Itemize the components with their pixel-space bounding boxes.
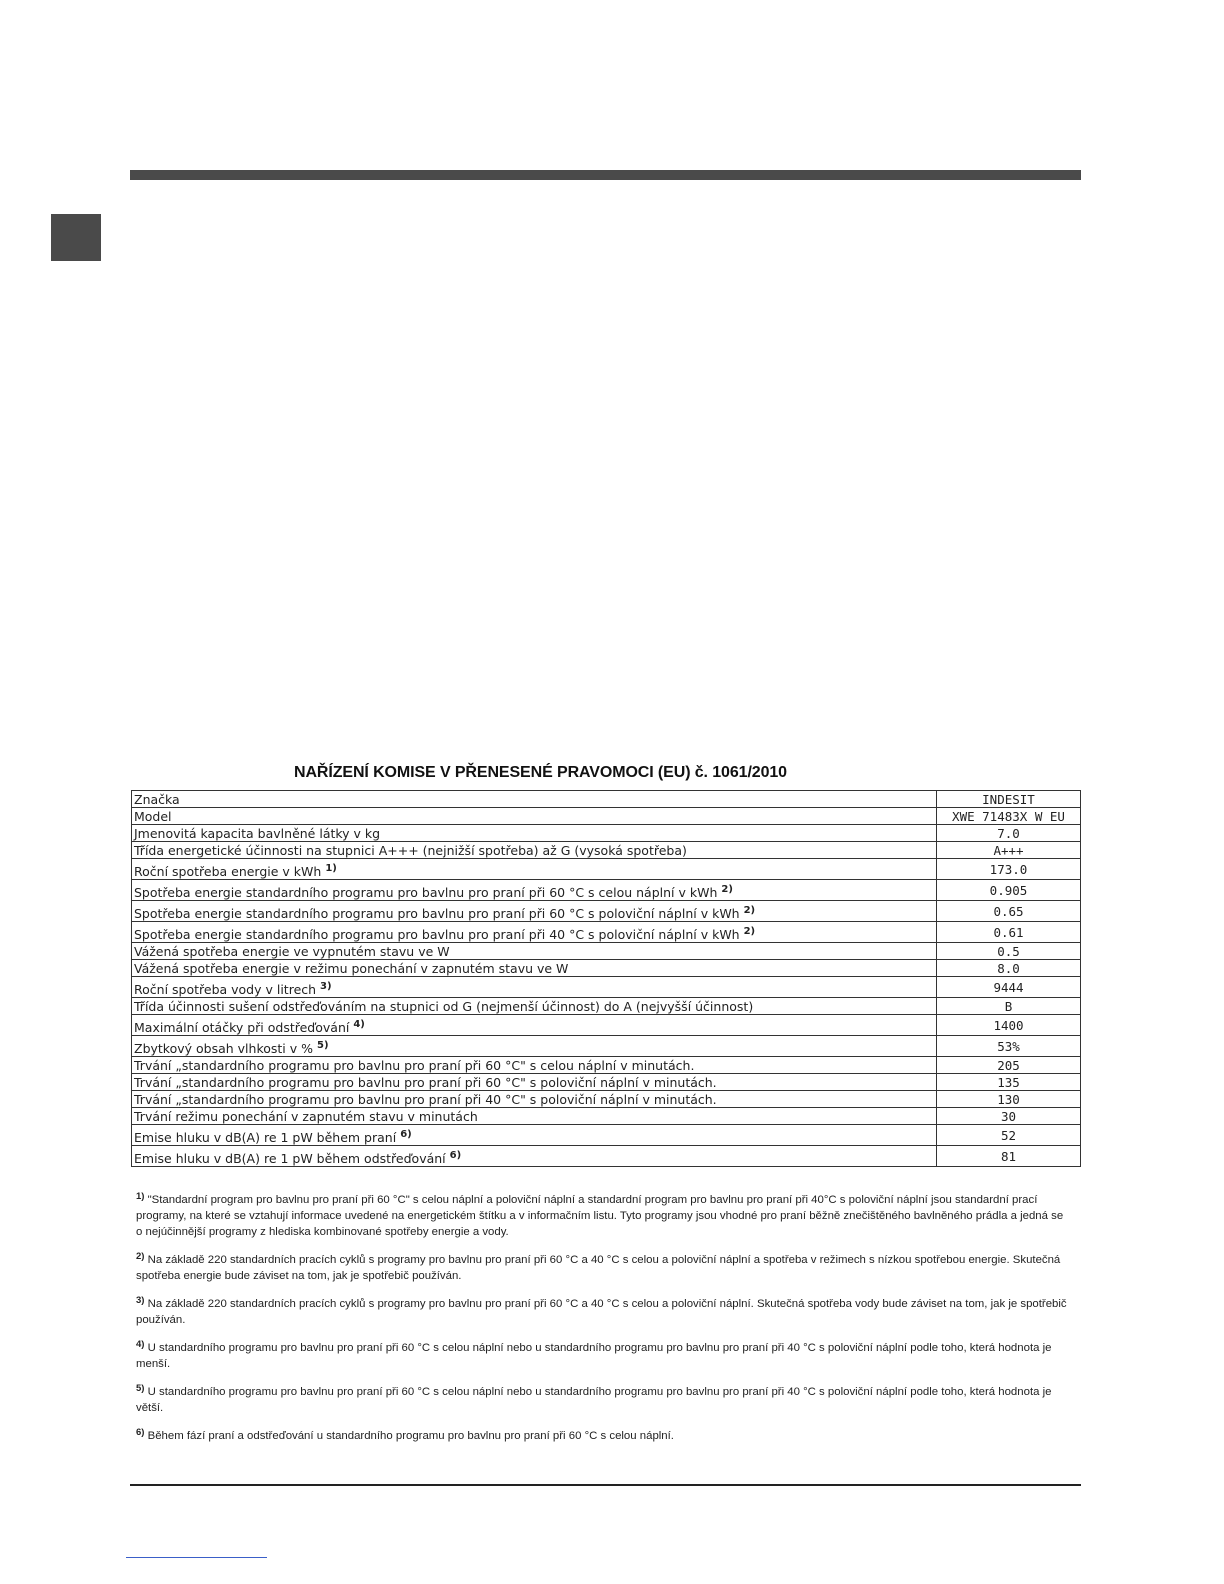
table-row [132,1074,1081,1091]
row-value: B [937,998,1081,1015]
row-value: 8.0 [937,960,1081,977]
row-label [132,960,937,977]
row-label-text: Trvání „standardního programu pro bavlnu pro praní při 60 °C" s poloviční náplní v minutách. [134,1074,717,1090]
table-row [132,825,1081,842]
row-value: 1400 [937,1015,1081,1036]
table-row [132,859,1081,880]
footnote [136,1340,1071,1372]
footnote-mark: 4) [136,1339,145,1350]
bottom-rule [130,1484,1081,1486]
row-value: 205 [937,1057,1081,1074]
row-label-text: Vážená spotřeba energie ve vypnutém stavu ve W [134,943,450,959]
row-label [132,977,937,998]
footnote [136,1192,1071,1240]
row-value: 53% [937,1036,1081,1057]
table-row [132,1057,1081,1074]
row-value: A+++ [937,842,1081,859]
row-label [132,825,937,842]
table-row [132,842,1081,859]
row-label [132,1146,937,1167]
row-label-text: Zbytkový obsah vlhkosti v % [134,1041,313,1056]
table-row [132,791,1081,808]
footnote-ref: 5) [316,1040,329,1051]
footnote-text: Na základě 220 standardních pracích cyklů s programy pro bavlnu pro praní při 60 °C a 40 °C s celou a poloviční náplní. Skutečná spotřeba vody bude záviset na tom, jak je spotřebič používán. [136,1298,1067,1326]
row-label [132,880,937,901]
row-label [132,859,937,880]
footnote-mark: 2) [136,1251,145,1262]
row-label-text: Maximální otáčky při odstřeďování [134,1020,350,1035]
page-link-underline [126,1557,267,1558]
footnote-ref: 4) [353,1019,365,1030]
footnote-mark: 3) [136,1295,145,1306]
row-label-text: Jmenovitá kapacita bavlněné látky v kg [134,825,381,841]
row-value: INDESIT [937,791,1081,808]
top-rule [130,170,1081,180]
footnote [136,1296,1071,1328]
row-label [132,1108,937,1125]
table-row [132,1015,1081,1036]
footnote-ref: 2) [721,884,733,895]
footnote-text: Na základě 220 standardních pracích cyklů s programy pro bavlnu pro praní při 60 °C a 40 °C s celou a poloviční náplní a spotřeba v režimech s nízkou spotřebou energie. Skutečná spotřeba energie bude záviset na tom, jak je spotřebič používán. [136,1254,1061,1282]
row-value: 0.65 [937,901,1081,922]
row-label [132,1074,937,1091]
footnote-ref: 6) [449,1150,462,1161]
row-label [132,808,937,825]
row-label-text: Spotřeba energie standardního programu pro bavlnu pro praní při 60 °C s poloviční náplní v kWh [134,906,740,921]
footnote-text: Během fází praní a odstřeďování u standardního programu pro bavlnu pro praní při 60 °C s celou náplní. [147,1430,674,1442]
row-label [132,1015,937,1036]
table-row [132,998,1081,1015]
row-value: 0.5 [937,943,1081,960]
row-label-text: Značka [134,791,180,807]
table-row [132,922,1081,943]
row-label [132,943,937,960]
row-value: 0.905 [937,880,1081,901]
table-row [132,1108,1081,1125]
footnote-text: U standardního programu pro bavlnu pro praní při 60 °C s celou náplní nebo u standardního programu pro bavlnu pro praní při 40 °C s poloviční náplní podle toho, která hodnota je menší. [136,1342,1052,1370]
row-label [132,842,937,859]
row-value: 9444 [937,977,1081,998]
table-row [132,880,1081,901]
footnotes [136,1192,1071,1456]
row-value: 30 [937,1108,1081,1125]
table-row [132,1146,1081,1167]
row-label [132,1036,937,1057]
spec-table [131,790,1081,1167]
table-row [132,1091,1081,1108]
footnote [136,1428,1071,1444]
row-value: 81 [937,1146,1081,1167]
footnote [136,1252,1071,1284]
side-tab-marker [51,214,101,261]
footnote-ref: 3) [320,981,332,992]
row-value: 52 [937,1125,1081,1146]
footnote [136,1384,1071,1416]
row-label-text: Třída energetické účinnosti na stupnici A+++ (nejnižší spotřeba) až G (vysoká spotřeba) [134,842,687,858]
table-row [132,1036,1081,1057]
row-label-text: Emise hluku v dB(A) re 1 pW během odstřeďování [134,1151,446,1166]
row-label-text: Třída účinnosti sušení odstřeďováním na stupnici od G (nejmenší účinnost) do A (nejvyšší účinnost) [134,998,754,1014]
row-value: XWE 71483X W EU [937,808,1081,825]
table-row [132,808,1081,825]
row-value: 173.0 [937,859,1081,880]
row-label [132,1091,937,1108]
row-label-text: Trvání režimu ponechání v zapnutém stavu v minutách [134,1108,478,1124]
footnote-mark: 5) [136,1383,145,1394]
row-label [132,901,937,922]
footnote-ref: 6) [400,1129,412,1140]
row-label [132,791,937,808]
row-label-text: Trvání „standardního programu pro bavlnu pro praní při 40 °C" s poloviční náplní v minutách. [134,1091,717,1107]
row-label-text: Roční spotřeba vody v litrech [134,982,317,997]
regulation-title: NAŘÍZENÍ KOMISE V PŘENESENÉ PRAVOMOCI (EU) č. 1061/2010 [293,764,787,781]
row-label-text: Spotřeba energie standardního programu pro bavlnu pro praní při 60 °C s celou náplní v kWh [134,885,718,900]
row-label [132,922,937,943]
row-label [132,1125,937,1146]
footnote-text: U standardního programu pro bavlnu pro praní při 60 °C s celou náplní nebo u standardního programu pro bavlnu pro praní při 40 °C s poloviční náplní podle toho, která hodnota je větší. [136,1386,1052,1414]
footnote-ref: 2) [743,926,756,937]
row-value: 0.61 [937,922,1081,943]
row-label-text: Roční spotřeba energie v kWh [134,864,322,879]
row-label-text: Model [134,808,172,824]
row-label-text: Trvání „standardního programu pro bavlnu pro praní při 60 °C" s celou náplní v minutách. [134,1057,695,1073]
row-label [132,998,937,1015]
row-label-text: Spotřeba energie standardního programu pro bavlnu pro praní při 40 °C s poloviční náplní v kWh [134,927,740,942]
table-row [132,1125,1081,1146]
table-row [132,901,1081,922]
row-value: 135 [937,1074,1081,1091]
row-label [132,1057,937,1074]
row-value: 130 [937,1091,1081,1108]
footnote-mark: 6) [136,1427,145,1438]
row-label-text: Vážená spotřeba energie v režimu ponechání v zapnutém stavu ve W [134,960,569,976]
table-row [132,960,1081,977]
footnote-ref: 1) [325,863,337,874]
row-label-text: Emise hluku v dB(A) re 1 pW během praní [134,1130,397,1145]
table-row [132,943,1081,960]
footnote-text: "Standardní program pro bavlnu pro praní při 60 °C" s celou náplní a poloviční náplní a standardní program pro bavlnu pro praní při 40°C s poloviční náplní jsou standardní prací programy, na které se vztahují informace uvedené na energetickém štítku a v informačním listu. Tyto programy jsou vhodné pro praní běžně znečištěného bavlněného prádla a jedná se o nejúčinnější programy z hlediska kombinované spotřeby energie a vody. [136,1194,1064,1238]
table-row [132,977,1081,998]
row-value: 7.0 [937,825,1081,842]
footnote-mark: 1) [136,1191,145,1202]
footnote-ref: 2) [743,905,756,916]
